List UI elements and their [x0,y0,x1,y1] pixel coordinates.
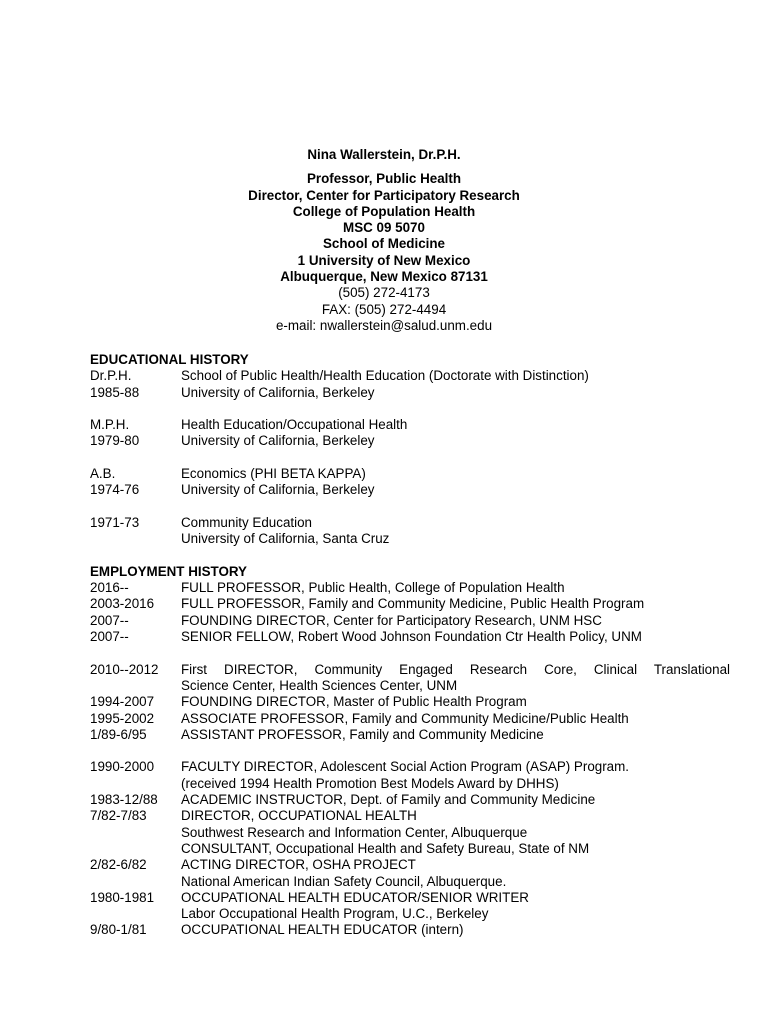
employment-entry [90,580,730,596]
school: University of California, Berkeley [181,384,375,400]
employment-entry [90,792,730,808]
date: 9/80-1/81 [90,922,147,938]
employment-entry [90,629,730,645]
employment-entry [90,759,730,792]
education-entry [90,466,730,499]
position: SENIOR FELLOW, Robert Wood Johnson Foundation Ctr Health Policy, UNM [181,629,642,645]
employment-entry [90,596,730,612]
date: 1983-12/88 [90,792,158,808]
position-detail: Labor Occupational Health Program, U.C., Berkeley [181,906,489,922]
years: 1974-76 [90,482,140,498]
title-line: School of Medicine [322,236,445,252]
employment-heading: EMPLOYMENT HISTORY [90,563,247,579]
cv-body [90,352,730,939]
title-line: Professor, Public Health [306,171,462,187]
position: ACADEMIC INSTRUCTOR, Dept. of Family and Community Medicine [181,792,596,808]
position: FOUNDING DIRECTOR, Center for Participatory Research, UNM HSC [181,612,602,628]
employment-entry [90,808,730,857]
position-detail: (received 1994 Health Promotion Best Models Award by DHHS) [181,775,559,791]
years: 1985-88 [90,384,140,400]
title-line: College of Population Health [292,203,476,219]
fax-number: FAX: (505) 272-4494 [321,301,447,317]
date: 2003-2016 [90,596,155,612]
position: First DIRECTOR, Community Engaged Research Core, Clinical Translational [181,661,730,677]
education-entry [90,417,730,450]
position: ASSOCIATE PROFESSOR, Family and Community Medicine/Public Health [181,710,629,726]
date: 2007-- [90,629,129,645]
employment-entry [90,727,730,743]
date: 1980-1981 [90,889,155,905]
field: School of Public Health/Health Education (Doctorate with Distinction) [181,368,589,384]
email-address: e-mail: nwallerstein@salud.unm.edu [275,317,493,333]
employment-entry [90,922,730,938]
title-line: Albuquerque, New Mexico 87131 [280,269,488,285]
education-heading: EDUCATIONAL HISTORY [90,352,249,367]
employment-entry [90,694,730,710]
education-entry [90,515,730,548]
position: OCCUPATIONAL HEALTH EDUCATOR (intern) [181,922,464,938]
author-name: Nina Wallerstein, Dr.P.H. [307,147,461,162]
school: University of California, Santa Cruz [181,531,390,547]
years: 1979-80 [90,433,140,449]
phone-number: (505) 272-4173 [338,285,430,301]
date: 7/82-7/83 [90,808,147,824]
employment-entry [90,890,730,923]
years: 1971-73 [90,514,140,530]
degree: Dr.P.H. [90,368,132,384]
employment-entry [90,613,730,629]
position-detail: Science Center, Health Sciences Center, UNM [181,677,458,693]
school: University of California, Berkeley [181,433,375,449]
title-line: Director, Center for Participatory Research [248,187,520,203]
employment-entry [90,662,730,695]
date: 1/89-6/95 [90,726,147,742]
position-detail: Southwest Research and Information Center, Albuquerque [181,824,528,840]
position-detail: CONSULTANT, Occupational Health and Safety Bureau, State of NM [181,840,590,856]
position: ACTING DIRECTOR, OSHA PROJECT [181,857,416,873]
position: OCCUPATIONAL HEALTH EDUCATOR/SENIOR WRITER [181,889,529,905]
date: 2010--2012 [90,661,159,677]
position: DIRECTOR, OCCUPATIONAL HEALTH [181,808,417,824]
date: 1995-2002 [90,710,155,726]
title-line: MSC 09 5070 [343,220,425,236]
position: FULL PROFESSOR, Family and Community Medicine, Public Health Program [181,596,645,612]
date: 2007-- [90,612,129,628]
field: Economics (PHI BETA KAPPA) [181,466,366,482]
date: 1994-2007 [90,694,155,710]
date: 2/82-6/82 [90,857,147,873]
title-line: 1 University of New Mexico [297,252,471,268]
degree: M.P.H. [90,417,130,433]
cv-header [0,147,768,334]
position: ASSISTANT PROFESSOR, Family and Community Medicine [181,726,544,742]
position: FACULTY DIRECTOR, Adolescent Social Action Program (ASAP) Program. [181,759,630,775]
position: FOUNDING DIRECTOR, Master of Public Health Program [181,694,527,710]
field: Community Education [181,514,312,530]
position-detail: National American Indian Safety Council, Albuquerque. [181,873,507,889]
position: FULL PROFESSOR, Public Health, College of Population Health [181,580,565,596]
degree: A.B. [90,466,116,482]
school: University of California, Berkeley [181,482,375,498]
employment-entry [90,857,730,890]
date: 2016-- [90,580,129,596]
employment-entry [90,711,730,727]
education-entry [90,368,730,401]
field: Health Education/Occupational Health [181,417,408,433]
date: 1990-2000 [90,759,155,775]
